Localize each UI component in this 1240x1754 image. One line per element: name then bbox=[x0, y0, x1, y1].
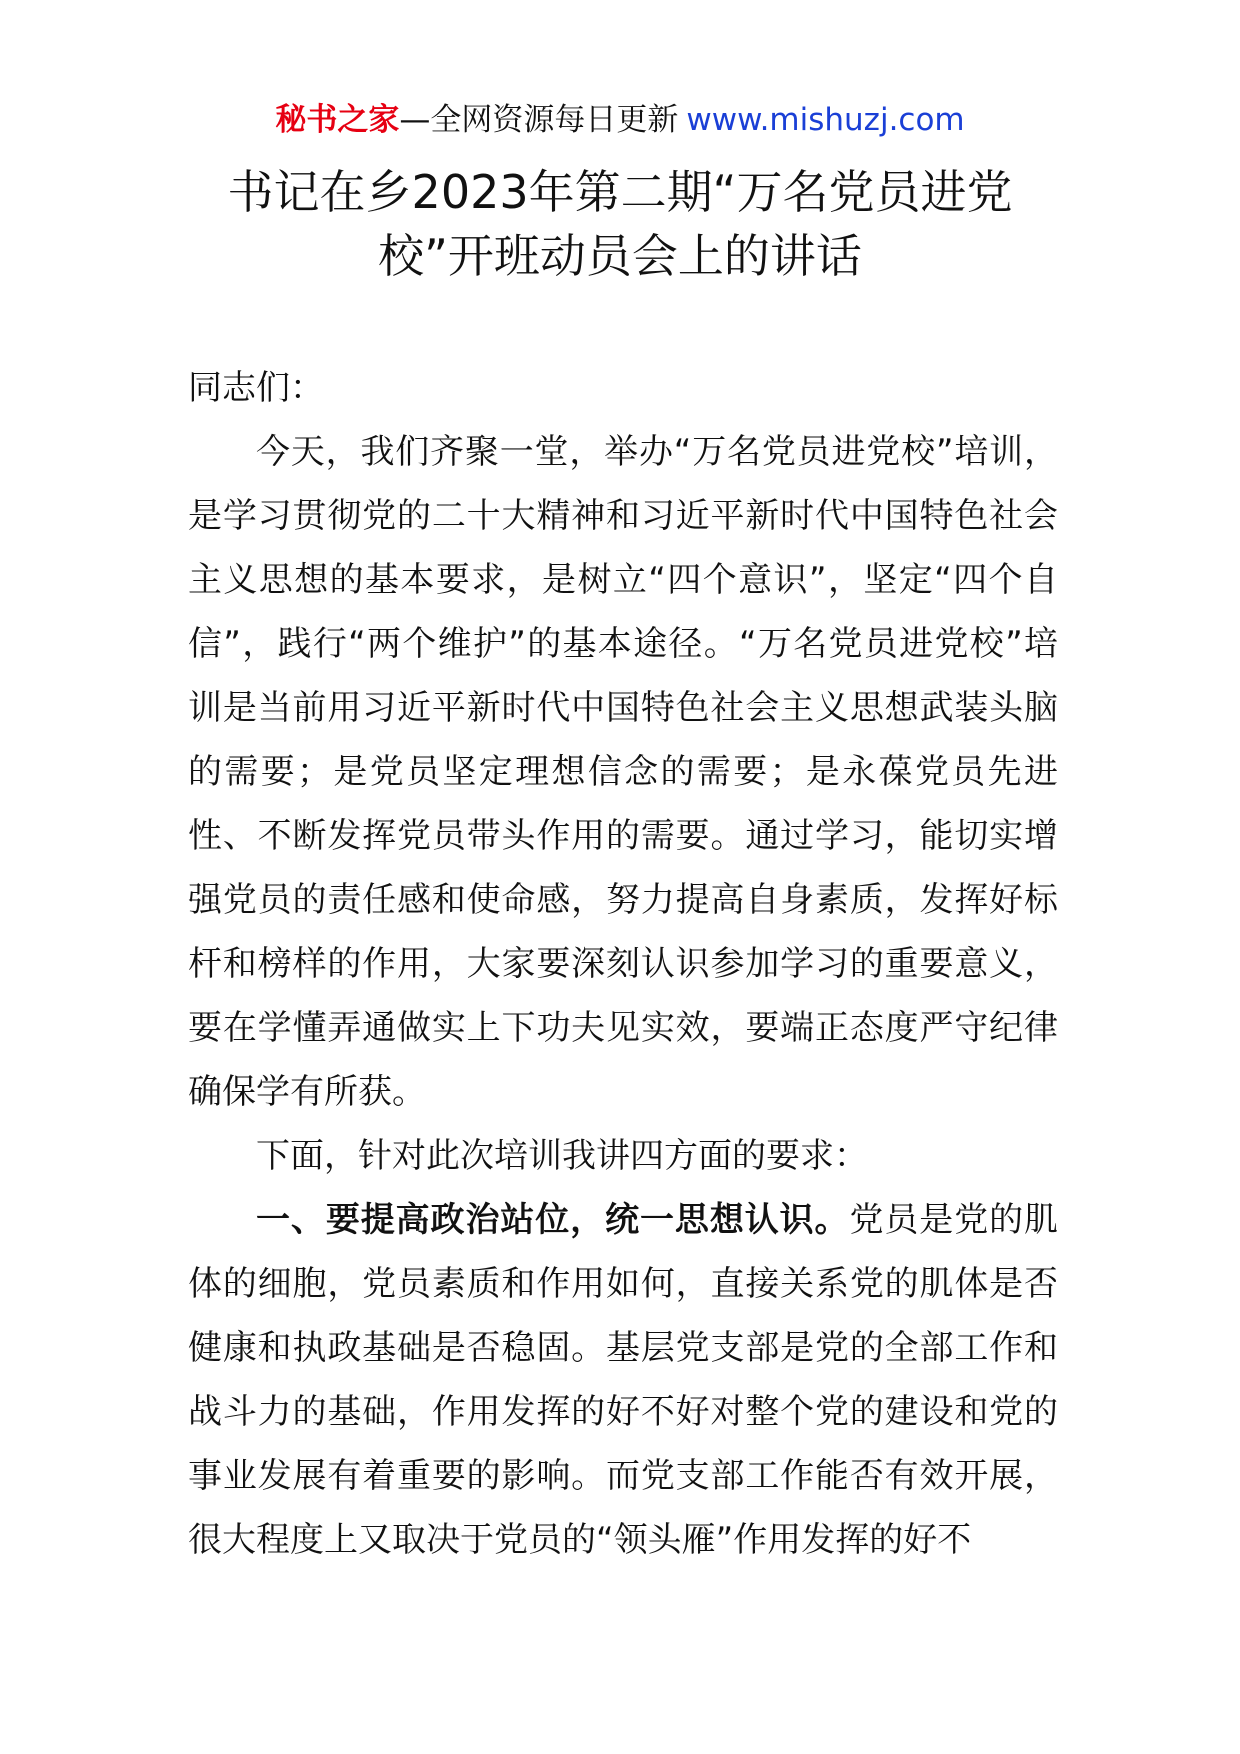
salutation: 同志们： bbox=[188, 368, 324, 408]
title-line-1: 书记在乡2023年第二期“万名党员进党 bbox=[227, 165, 1013, 219]
site-slogan: —全网资源每日更新 bbox=[399, 102, 679, 138]
site-brand: 秘书之家 bbox=[275, 102, 400, 138]
title-line-2: 校”开班动员会上的讲话 bbox=[378, 229, 862, 283]
section-heading-1: 一、要提高政治站位，统一思想认识。 bbox=[256, 1200, 850, 1240]
paragraph-1: 今天，我们齐聚一堂，举办“万名党员进党校”培训，是学习贯彻党的二十大精神和习近平新时代中国特色社会主义思想的基本要求，是树立“四个意识”，坚定“四个自信”，践行“两个维护”的基本途径。“万名党员进党校”培训是当前用习近平新时代中国特色社会主义思想武装头脑的需要；是党员坚定理想信念的需要；是永葆党员先进性、不断发挥党员带头作用的需要。通过学习，能切实增强党员的责任感和使命感，努力提高自身素质，发挥好标杆和榜样的作用，大家要深刻认识参加学习的重要意义，要在学懂弄通做实上下功夫见实效，要端正态度严守纪律确保学有所获。 bbox=[188, 432, 1058, 1112]
document-title bbox=[0, 160, 1240, 288]
site-url-link[interactable]: www.mishuzj.com bbox=[686, 102, 965, 138]
paragraph-3-text: 党员是党的肌体的细胞，党员素质和作用如何，直接关系党的肌体是否健康和执政基础是否稳固。基层党支部是党的全部工作和战斗力的基础，作用发挥的好不好对整个党的建设和党的事业发展有着重要的影响。而党支部工作能否有效开展，很大程度上又取决于党员的“领头雁”作用发挥的好不 bbox=[188, 1200, 1059, 1560]
document-body bbox=[188, 356, 1058, 1572]
paragraph-3 bbox=[188, 1188, 1058, 1572]
site-header bbox=[0, 98, 1240, 142]
paragraph-2: 下面，针对此次培训我讲四方面的要求： bbox=[256, 1136, 868, 1176]
